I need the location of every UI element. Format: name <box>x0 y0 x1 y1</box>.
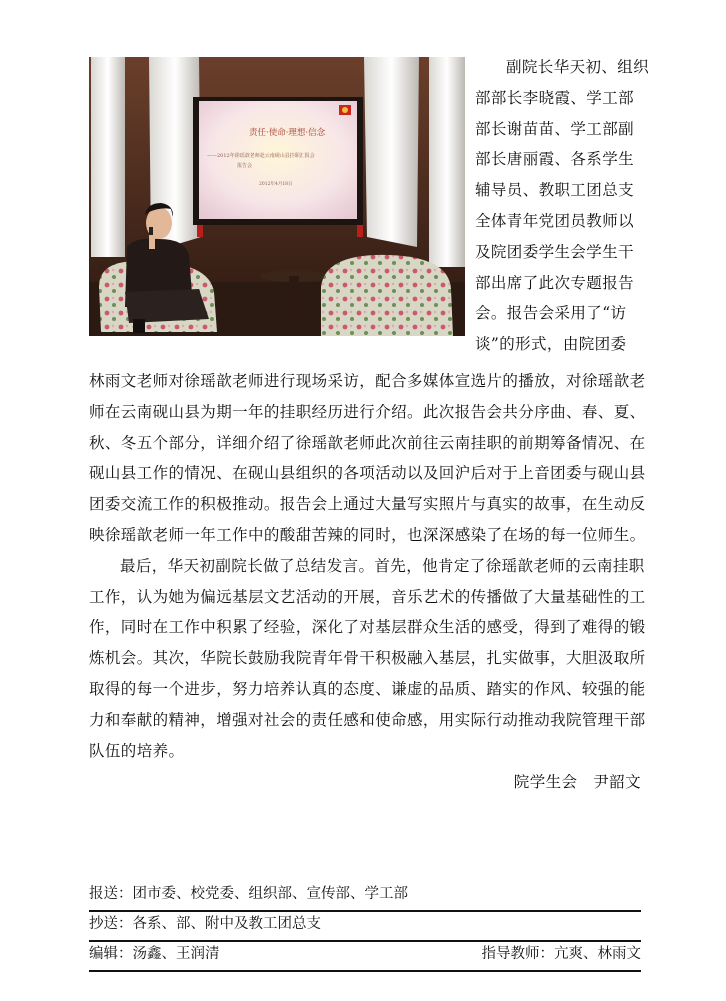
body-line: 炼机会。其次，华院长鼓励我院青年骨干积极融入基层，扎实做事，大胆汲取所 <box>89 649 646 668</box>
body-line: 队伍的培养。 <box>89 741 185 760</box>
side-line: 谈”的形式，由院团委 <box>475 335 627 354</box>
side-paragraph <box>475 52 650 360</box>
side-line: 及院团委学生会学生干 <box>475 242 635 261</box>
body-line: 秋、冬五个部分，详细介绍了徐瑶歆老师此次前往云南挂职的前期筹备情况、在 <box>89 433 646 452</box>
body-line: 林雨文老师对徐瑶歆老师进行现场采访，配合多媒体宣选片的播放，对徐瑶歆老 <box>89 372 646 390</box>
side-line: 部部长李晓霞、学工部 <box>475 88 635 107</box>
body-line: 砚山县工作的情况、在砚山县组织的各项活动以及回沪后对于上音团委与砚山县 <box>89 464 646 483</box>
body-line: 映徐瑶歆老师一年工作中的酸甜苦辣的同时，也深深感染了在场的每一位师生。 <box>89 525 646 544</box>
footer-advisor: 指导教师：亢爽、林雨文 <box>481 946 641 962</box>
event-photo <box>89 57 465 336</box>
side-line: 副院长华天初、组织 <box>506 58 650 76</box>
footer-copy-to: 抄送：各系、部、附中及教工团总支 <box>89 916 321 932</box>
body-line: 工作，认为她为偏远基层文艺活动的开展，音乐艺术的传播做了大量基础性的工 <box>89 587 646 606</box>
event-photo-drawing <box>89 57 465 336</box>
body-line: 力和奉献的精神，增强对社会的责任感和使命感，用实际行动推动我院管理干部 <box>89 710 646 729</box>
screen-line3: 报告会 <box>237 163 253 169</box>
body-line: 最后，华天初副院长做了总结发言。首先，他肯定了徐瑶歆老师的云南挂职 <box>120 556 645 575</box>
body-line: 取得的每一个进步，努力培养认真的态度、谦虚的品质、踏实的作风、较强的能 <box>89 679 646 698</box>
body-line: 作，同时在工作中积累了经验，深化了对基层群众生活的感受，得到了难得的锻 <box>89 618 646 637</box>
body-line: 师在云南砚山县为期一年的挂职经历进行介绍。此次报告会共分序曲、春、夏、 <box>89 402 646 421</box>
body-line: 团委交流工作的积极推动。报告会上通过大量写实照片与真实的故事，在生动反 <box>89 495 646 514</box>
footer-send-to-row <box>89 882 641 912</box>
screen-subtitle: ——2012年徐瑶歆老师赴云南砚山县挂职汇报会 <box>207 153 315 159</box>
screen-date: 2012年4月18日 <box>259 182 293 187</box>
footer-copy-to-row <box>89 912 641 942</box>
side-line: 部出席了此次专题报告 <box>475 273 635 292</box>
body-text <box>89 366 646 766</box>
signature: 院学生会 尹韶文 <box>513 773 641 791</box>
footer-editor: 编辑：汤鑫、王润清 <box>89 946 220 962</box>
side-line: 辅导员、教职工团总支 <box>475 181 635 200</box>
footer-send-to: 报送：团市委、校党委、组织部、宣传部、学工部 <box>89 886 408 902</box>
side-line: 部长谢苗苗、学工部副 <box>475 119 635 138</box>
side-line: 会。报告会采用了“访 <box>475 304 627 323</box>
side-line: 全体青年党团员教师以 <box>475 211 635 230</box>
side-line: 部长唐丽霞、各系学生 <box>475 150 635 169</box>
footer-editor-row <box>89 942 641 972</box>
screen-title: 责任·使命·理想·信念 <box>249 128 326 138</box>
